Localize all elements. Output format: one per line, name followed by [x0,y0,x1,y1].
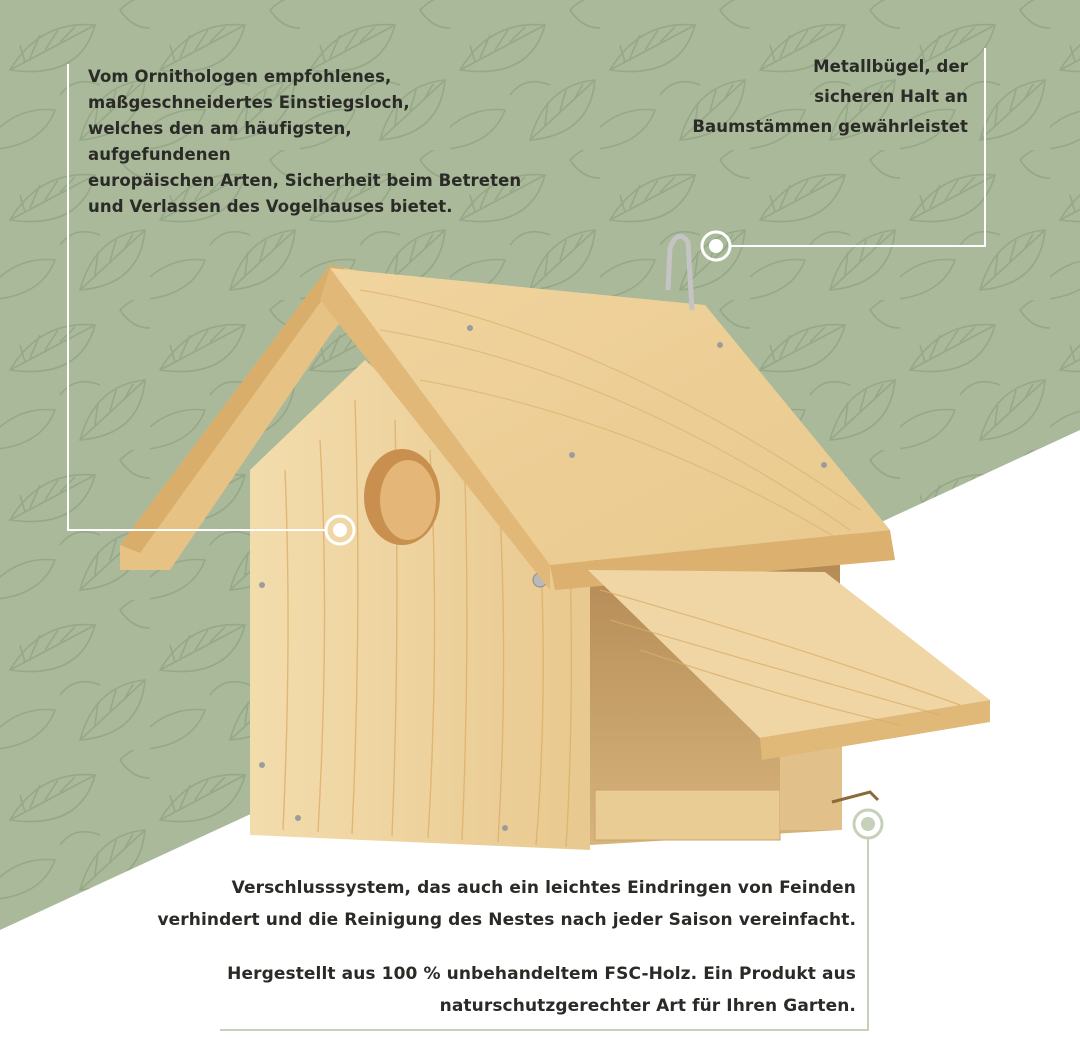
callout-line: Metallbügel, der [813,57,968,76]
callout-line: Baumstämmen gewährleistet [692,117,968,136]
callout-line: welches den am häufigsten, [88,119,352,138]
callout-locking-system [110,872,856,936]
callout-line: maßgeschneidertes Einstiegsloch, [88,93,410,112]
callout-line: Hergestellt aus 100 % unbehandeltem FSC-Holz. Ein Produkt aus [227,964,856,984]
callout-line: sicheren Halt an [814,87,968,106]
callout-line: und Verlassen des Vogelhauses bietet. [88,197,453,216]
callout-line: Verschlusssystem, das auch ein leichtes Eindringen von Feinden [231,878,856,898]
callout-material [110,958,856,1022]
callout-line: Vom Ornithologen empfohlenes, [88,67,392,86]
callout-metal-bracket [600,52,968,142]
callout-line: verhindert und die Reinigung des Nestes nach jeder Saison vereinfacht. [157,910,856,930]
callout-line: aufgefundenen [88,145,231,164]
callout-line: naturschutzgerechter Art für Ihren Garten. [439,996,856,1016]
callout-entrance-hole [88,64,521,220]
callout-line: europäischen Arten, Sicherheit beim Betreten [88,171,522,190]
